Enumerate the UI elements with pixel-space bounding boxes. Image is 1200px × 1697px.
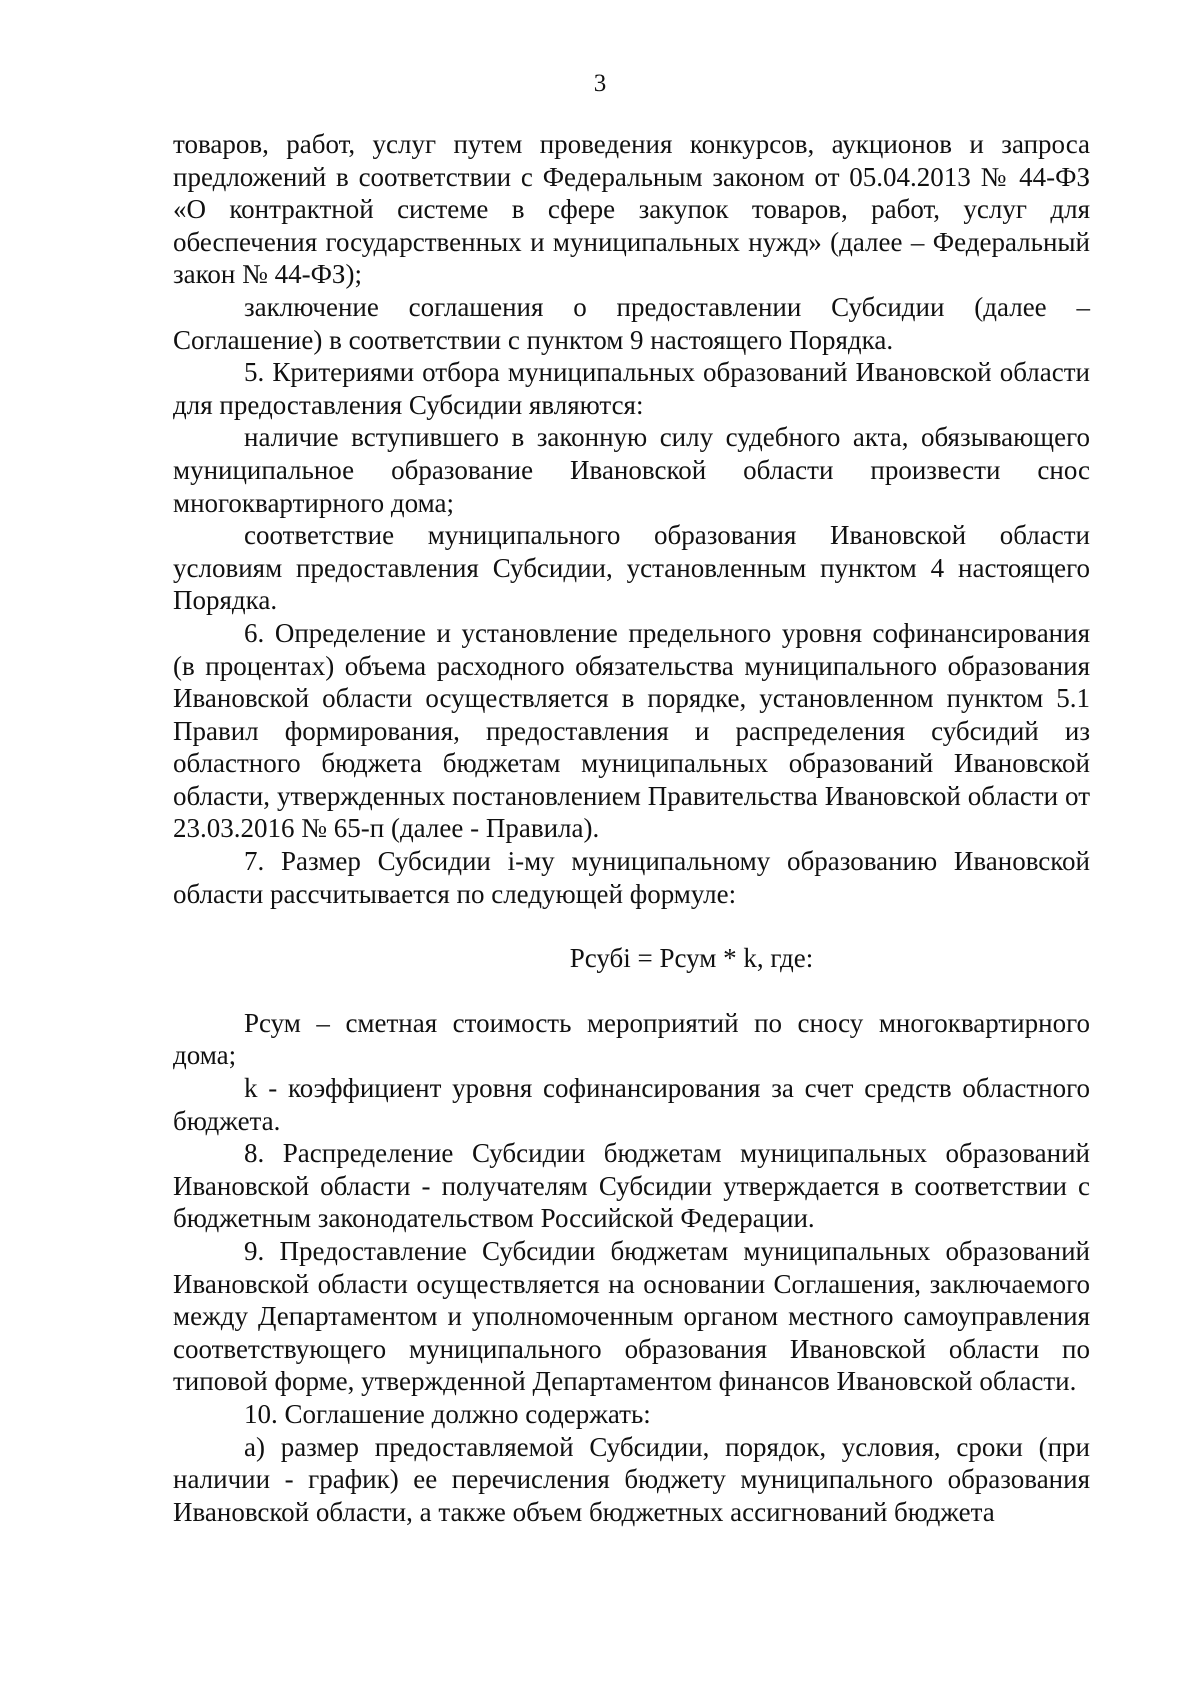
paragraph-rsum-definition: Рсум – сметная стоимость мероприятий по сносу многоквартирного дома; — [173, 1007, 1090, 1071]
paragraph-clause-5: 5. Критериями отбора муниципальных образований Ивановской области для предоставления Субсидии являются: — [173, 357, 1090, 420]
paragraph-k-definition: k - коэффициент уровня софинансирования за счет средств областного бюджета. — [173, 1073, 1090, 1136]
paragraph-clause-9: 9. Предоставление Субсидии бюджетам муниципальных образований Ивановской области осуществляется на основании Соглашения, заключаемого между Департаментом и уполномоченным органом местного самоуправления соответствующего муниципального образования Ивановской области по типовой форме, утвержденной Департаментом финансов Ивановской области. — [173, 1236, 1090, 1397]
paragraph-clause-10: 10. Соглашение должно содержать: — [244, 1398, 651, 1429]
paragraph-clause-7: 7. Размер Субсидии i-му муниципальному образованию Ивановской области рассчитывается по следующей формуле: — [173, 846, 1090, 909]
paragraph-court-act: наличие вступившего в законную силу судебного акта, обязывающего муниципальное образование Ивановской области произвести снос многоквартирного дома; — [173, 422, 1090, 518]
paragraph-clause-8: 8. Распределение Субсидии бюджетам муниципальных образований Ивановской области - получателям Субсидии утверждается в соответствии с бюджетным законодательством Российской Федерации. — [173, 1138, 1090, 1234]
paragraph-conditions-compliance: соответствие муниципального образования Ивановской области условиям предоставления Субсидии, установленным пунктом 4 настоящего Порядка. — [173, 520, 1090, 616]
document-body — [173, 128, 1090, 1528]
subsidy-formula: Рсубi = Рсум * k, где: — [569, 943, 814, 974]
paragraph-clause-6: 6. Определение и установление предельного уровня софинансирования (в процентах) объема расходного обязательства муниципального образования Ивановской области осуществляется в порядке, установленном пунктом 5.1 Правил формирования, предоставления и распределения субсидий из областного бюджета бюджетам муниципальных образований Ивановской области, утвержденных постановлением Правительства Ивановской области от 23.03.2016 № 65-п (далее - Правила). — [173, 617, 1090, 844]
paragraph-procurement-continuation: товаров, работ, услуг путем проведения конкурсов, аукционов и запроса предложений в соответствии с Федеральным законом от 05.04.2013 № 44-ФЗ «О контрактной системе в сфере закупок товаров, работ, услуг для обеспечения государственных и муниципальных нужд» (далее – Федеральный закон № 44-ФЗ); — [173, 129, 1090, 290]
paragraph-clause-10a: а) размер предоставляемой Субсидии, порядок, условия, сроки (при наличии - график) ее перечисления бюджету муниципального образования Ивановской области, а также объем бюджетных ассигнований бюджета — [173, 1431, 1090, 1527]
paragraph-agreement-conclusion: заключение соглашения о предоставлении Субсидии (далее – Соглашение) в соответствии с пунктом 9 настоящего Порядка. — [173, 291, 1090, 355]
page-number: 3 — [593, 70, 607, 97]
